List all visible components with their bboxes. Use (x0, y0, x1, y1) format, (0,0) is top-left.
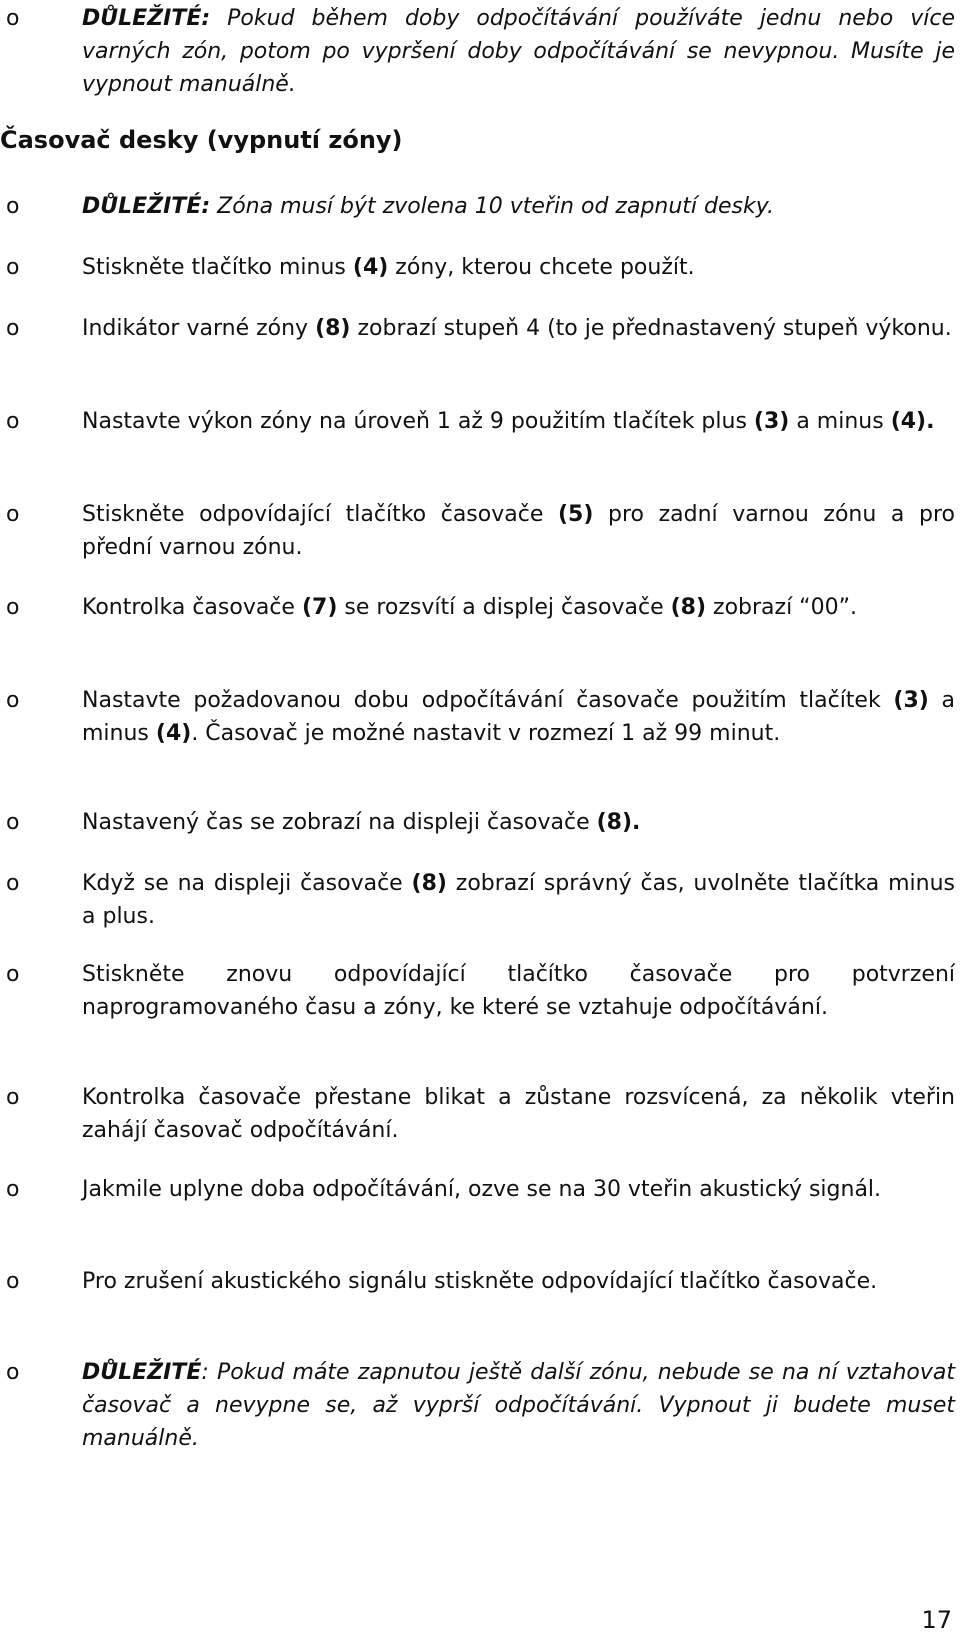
bullet: o (6, 1085, 20, 1110)
list-item (0, 1173, 955, 1206)
step-text: Nastavený čas se zobrazí na displeji časovače (8). (82, 810, 641, 835)
step-text: Kontrolka časovače (7) se rozsvítí a displej časovače (8) zobrazí “00”. (82, 595, 857, 620)
step-text: Stiskněte odpovídající tlačítko časovače (5) pro zadní varnou zónu a pro přední varnou zónu. (82, 502, 955, 560)
step-text: Stiskněte tlačítko minus (4) zóny, kterou chcete použít. (82, 255, 695, 280)
bullet: o (6, 595, 20, 620)
bullet: o (6, 871, 20, 896)
list-item (0, 2, 955, 101)
bullet: o (6, 409, 20, 434)
list-item (0, 405, 955, 438)
list-item (0, 190, 955, 223)
list-item (0, 806, 955, 839)
list-item (0, 1356, 955, 1455)
important-note-final: DŮLEŽITÉ: Pokud máte zapnutou ještě další zónu, nebude se na ní vztahovat časovač a nevypne se, až vyprší odpočítávání. Vypnout ji budete muset manuálně. (82, 1360, 955, 1451)
bullet: o (6, 1360, 20, 1385)
list-item (0, 684, 955, 750)
important-note: DŮLEŽITÉ: Zóna musí být zvolena 10 vteřin od zapnutí desky. (82, 194, 775, 219)
step-text: Indikátor varné zóny (8) zobrazí stupeň 4 (to je přednastavený stupeň výkonu. (82, 316, 952, 341)
important-note-intro: DŮLEŽITÉ: Pokud během doby odpočítávání používáte jednu nebo více varných zón, potom po vypršení doby odpočítávání se nevypnou. Musíte je vypnout manuálně. (82, 6, 955, 97)
step-text: Když se na displeji časovače (8) zobrazí správný čas, uvolněte tlačítka minus a plus. (82, 871, 955, 929)
step-text: Nastavte požadovanou dobu odpočítávání časovače použitím tlačítek (3) a minus (4). Časovač je možné nastavit v rozmezí 1 až 99 minut. (82, 688, 955, 746)
bullet: o (6, 194, 20, 219)
list-item (0, 1081, 955, 1147)
bullet: o (6, 688, 20, 713)
list-item (0, 1265, 955, 1298)
list-item (0, 867, 955, 933)
list-item (0, 498, 955, 564)
bullet: o (6, 810, 20, 835)
bullet: o (6, 255, 20, 280)
bullet: o (6, 1177, 20, 1202)
list-item (0, 958, 955, 1024)
list-item (0, 312, 955, 345)
bullet: o (6, 962, 20, 987)
bullet: o (6, 6, 20, 31)
bullet: o (6, 502, 20, 527)
bullet: o (6, 316, 20, 341)
bullet: o (6, 1269, 20, 1294)
step-text: Stiskněte znovu odpovídající tlačítko časovače pro potvrzení naprogramovaného času a zóny, ke které se vztahuje odpočítávání. (82, 962, 955, 1020)
step-text: Nastavte výkon zóny na úroveň 1 až 9 použitím tlačítek plus (3) a minus (4). (82, 409, 935, 434)
step-text: Kontrolka časovače přestane blikat a zůstane rozsvícená, za několik vteřin zahájí časovač odpočítávání. (82, 1085, 955, 1143)
step-text: Pro zrušení akustického signálu stiskněte odpovídající tlačítko časovače. (82, 1269, 878, 1294)
step-text: Jakmile uplyne doba odpočítávání, ozve se na 30 vteřin akustický signál. (82, 1177, 882, 1202)
list-item (0, 251, 955, 284)
page-number: 17 (921, 1606, 952, 1634)
section-title: Časovač desky (vypnutí zóny) (0, 126, 403, 154)
list-item (0, 591, 955, 624)
